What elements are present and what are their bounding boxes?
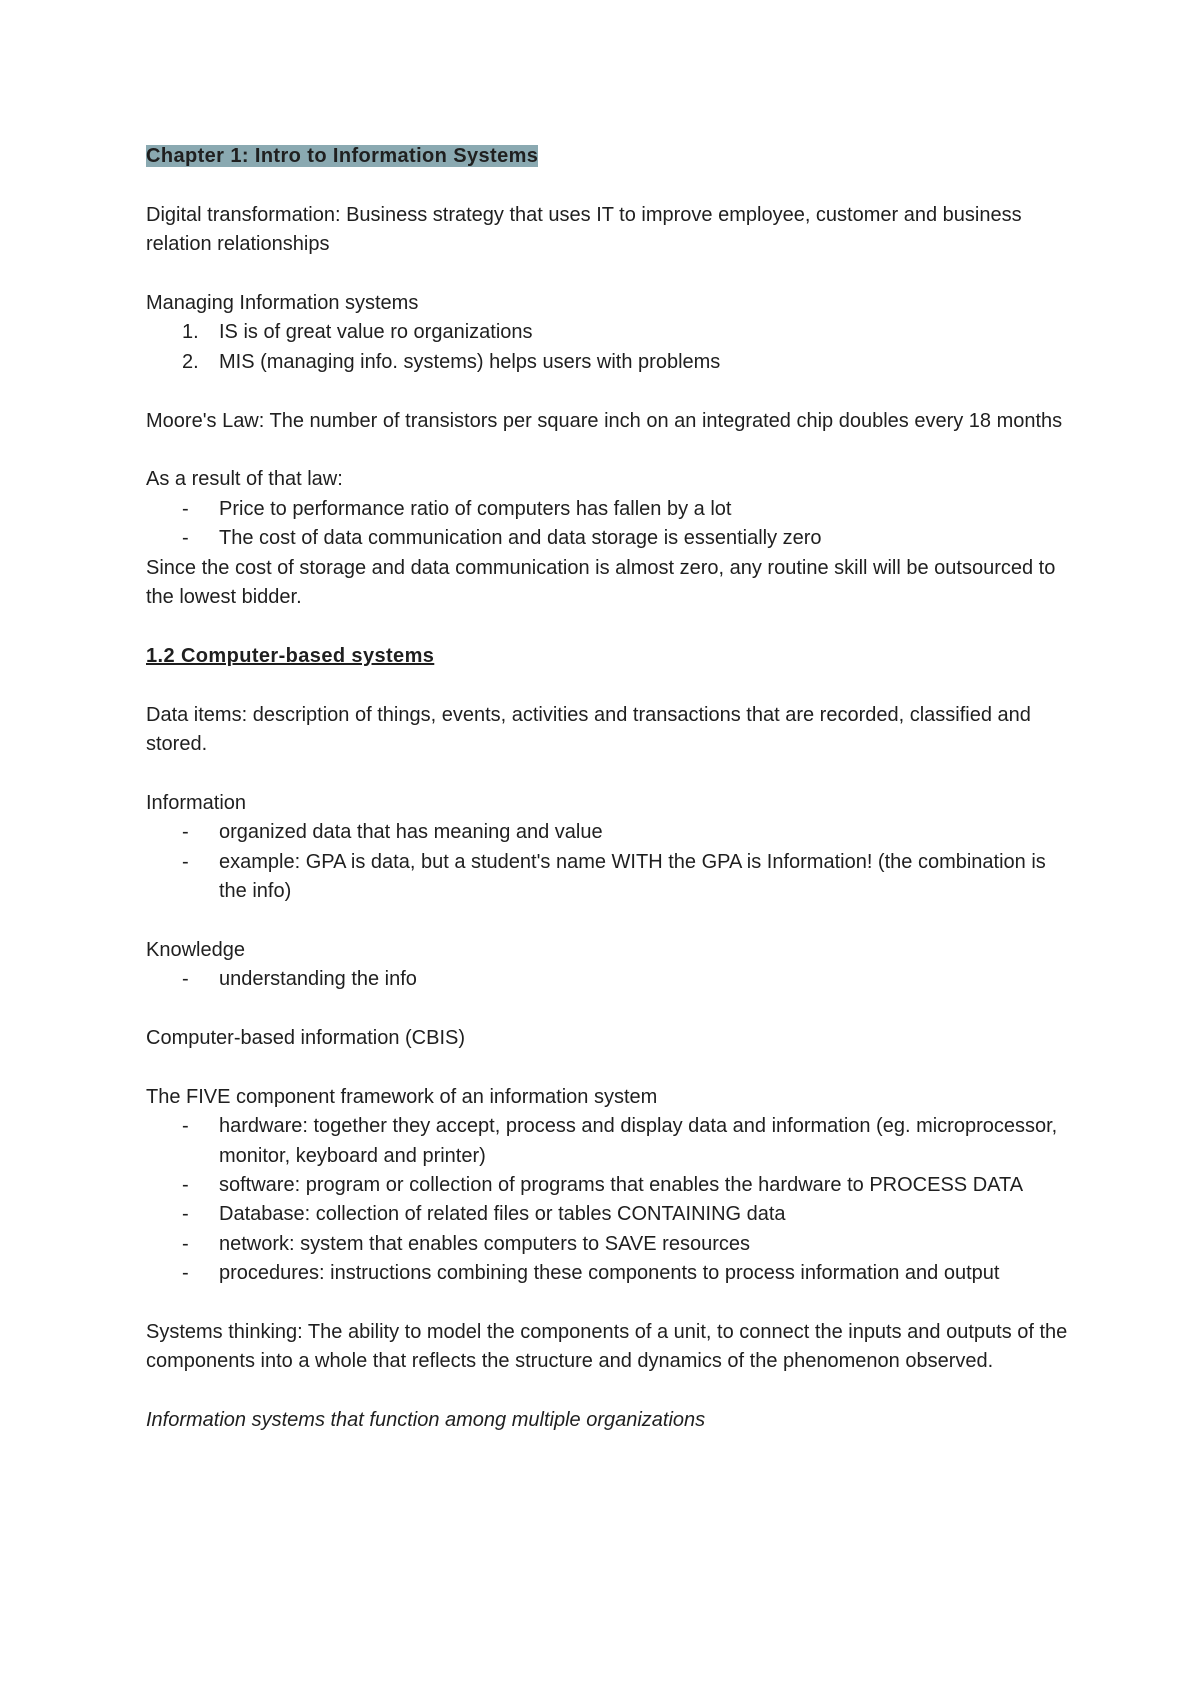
- list-item: [146, 495, 1076, 524]
- list-item-text: network: system that enables computers to SAVE resources: [219, 1232, 750, 1255]
- list-item-text: IS is of great value ro organizations: [219, 321, 533, 344]
- list-marker: 2.: [182, 350, 199, 373]
- list-marker: 1.: [182, 321, 199, 344]
- data-items-paragraph: Data items: description of things, events, activities and transactions that are recorded, classified and stored.: [146, 703, 1031, 756]
- list-item: [146, 1171, 1076, 1200]
- spacer: [146, 171, 1076, 200]
- spacer: [146, 906, 1076, 935]
- spacer: [146, 1053, 1076, 1082]
- moores-law-paragraph: Moore's Law: The number of transistors per square inch on an integrated chip doubles every 18 months: [146, 409, 1063, 432]
- document-page: [146, 142, 1076, 1436]
- list-marker: -: [182, 1203, 189, 1226]
- list-item: [146, 348, 1076, 377]
- digital-transformation-paragraph: Digital transformation: Business strategy that uses IT to improve employee, customer and business relation relationships: [146, 203, 1022, 256]
- knowledge-heading: Knowledge: [146, 938, 245, 961]
- list-marker: -: [182, 1262, 189, 1285]
- spacer: [146, 1289, 1076, 1318]
- list-item-text: example: GPA is data, but a student's name WITH the GPA is Information! (the combination is the info): [219, 850, 1046, 903]
- list-item: [146, 1200, 1076, 1229]
- list-marker: -: [182, 821, 189, 844]
- list-item: [146, 1259, 1076, 1288]
- list-marker: -: [182, 968, 189, 991]
- list-marker: -: [182, 850, 189, 873]
- information-heading: Information: [146, 791, 247, 814]
- section-title: 1.2 Computer-based systems: [146, 644, 435, 667]
- list-marker: -: [182, 1174, 189, 1197]
- list-item: [146, 848, 1076, 907]
- list-marker: -: [182, 1232, 189, 1255]
- managing-heading: Managing Information systems: [146, 292, 419, 314]
- list-item: [146, 818, 1076, 847]
- chapter-heading: [146, 142, 1076, 171]
- information-list: [146, 818, 1076, 906]
- list-item-text: understanding the info: [219, 968, 417, 991]
- spacer: [146, 759, 1076, 788]
- spacer: [146, 377, 1076, 406]
- spacer: [146, 995, 1076, 1024]
- list-marker: -: [182, 497, 189, 520]
- list-item: [146, 318, 1076, 347]
- list-item-text: Price to performance ratio of computers has fallen by a lot: [219, 497, 732, 520]
- result-list: [146, 495, 1076, 554]
- list-item-text: software: program or collection of programs that enables the hardware to PROCESS DATA: [219, 1174, 1024, 1197]
- list-item-text: The cost of data communication and data storage is essentially zero: [219, 527, 822, 550]
- result-heading: As a result of that law:: [146, 468, 343, 491]
- list-item-text: MIS (managing info. systems) helps users with problems: [219, 350, 721, 373]
- five-component-list: [146, 1112, 1076, 1288]
- list-item: [146, 524, 1076, 553]
- list-item: [146, 1112, 1076, 1171]
- systems-thinking-paragraph: Systems thinking: The ability to model the components of a unit, to connect the inputs and outputs of the components into a whole that reflects the structure and dynamics of the phenomenon observed.: [146, 1321, 1068, 1373]
- five-component-heading: The FIVE component framework of an information system: [146, 1085, 658, 1108]
- outsourced-paragraph: Since the cost of storage and data communication is almost zero, any routine skill will be outsourced to the lowest bidder.: [146, 556, 1056, 609]
- spacer: [146, 671, 1076, 700]
- section-heading: [146, 642, 1076, 671]
- list-item: [146, 1230, 1076, 1259]
- managing-list: [146, 318, 1076, 377]
- spacer: [146, 612, 1076, 641]
- list-item-text: hardware: together they accept, process and display data and information (eg. microprocessor, monitor, keyboard and printer): [219, 1115, 1058, 1167]
- knowledge-list: [146, 965, 1076, 994]
- list-marker: -: [182, 527, 189, 550]
- list-item: [146, 965, 1076, 994]
- italic-heading: Information systems that function among multiple organizations: [146, 1409, 706, 1432]
- spacer: [146, 1377, 1076, 1406]
- spacer: [146, 436, 1076, 465]
- list-marker: -: [182, 1115, 189, 1138]
- list-item-text: organized data that has meaning and value: [219, 821, 603, 844]
- cbis-paragraph: Computer-based information (CBIS): [146, 1027, 466, 1050]
- list-item-text: Database: collection of related files or tables CONTAINING data: [219, 1203, 786, 1226]
- chapter-title: Chapter 1: Intro to Information Systems: [146, 145, 539, 167]
- spacer: [146, 260, 1076, 289]
- list-item-text: procedures: instructions combining these components to process information and output: [219, 1262, 1000, 1285]
